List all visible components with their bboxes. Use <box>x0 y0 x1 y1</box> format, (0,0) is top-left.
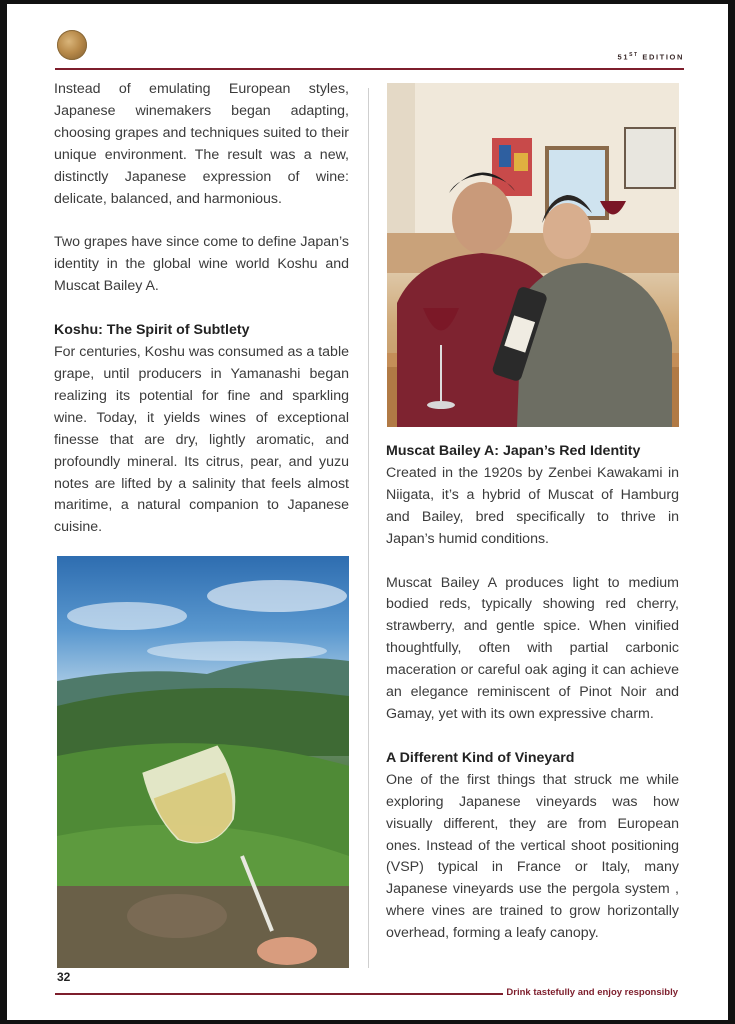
edition-suffix: ST <box>629 52 639 58</box>
column-divider <box>368 88 369 968</box>
muscat-paragraph-2: Muscat Bailey A produces light to medium bodied reds, typically showing red cherry, strawberry, and gentle spice. When vinified thoughtfully, often with partial carbonic maceration or careful oak aging it can achieve an elegance reminiscent of Pinot Noir and Gamay, yet with its own expressive charm. <box>386 574 679 722</box>
vineyard-paragraph: One of the first things that struck me while exploring Japanese vineyards was how visually different, they are from European ones. Instead of the vertical shoot positioning (VSP) typical in France or Italy, many Japanese vineyards use the pergola system , where vines are trained to grow horizontally overhead, forming a leafy canopy. <box>386 771 679 942</box>
edition-label <box>618 52 684 62</box>
koshu-landscape-photo <box>57 556 349 968</box>
edition-number: 51 <box>617 52 630 62</box>
winemakers-illustration <box>387 83 679 427</box>
footer-rule <box>55 993 503 995</box>
koshu-heading: Koshu: The Spirit of Subtlety <box>54 322 250 339</box>
left-column <box>54 79 349 539</box>
edition-word: EDITION <box>642 52 684 62</box>
winemakers-photo <box>387 83 679 427</box>
vineyard-heading: A Different Kind of Vineyard <box>386 749 575 766</box>
footer-tagline: Drink tastefully and enjoy responsibly <box>506 987 678 998</box>
muscat-heading: Muscat Bailey A: Japan’s Red Identity <box>386 443 641 459</box>
muscat-paragraph-1: Created in the 1920s by Zenbei Kawakami in Niigata, it’s a hybrid of Muscat of Hamburg and Bailey, bred specifically to thrive in Japan’s humid conditions. <box>386 464 679 547</box>
landscape-illustration <box>57 556 349 968</box>
magazine-logo <box>57 30 87 60</box>
right-column <box>386 441 679 945</box>
page-number: 32 <box>57 970 71 984</box>
intro-paragraph: Instead of emulating European styles, Japanese winemakers began adapting, choosing grapes and techniques suited to their unique environment. The result was a new, distinctly Japanese expression of wine: delicate, balanced, and harmonious. <box>54 81 349 207</box>
header-rule <box>55 68 684 70</box>
grapes-paragraph: Two grapes have since come to define Japan’s identity in the global wine world Koshu and Muscat Bailey A. <box>54 234 349 295</box>
koshu-paragraph: For centuries, Koshu was consumed as a table grape, until producers in Yamanashi began realizing its potential for fine and sparkling wine. Today, it yields wines of exceptional finesse that are dry, lightly aromatic, and profoundly mineral. Its citrus, pear, and yuzu notes are lifted by a salinity that feels almost maritime, a natural companion to Japanese cuisine. <box>54 344 349 536</box>
magazine-page <box>7 4 728 1020</box>
